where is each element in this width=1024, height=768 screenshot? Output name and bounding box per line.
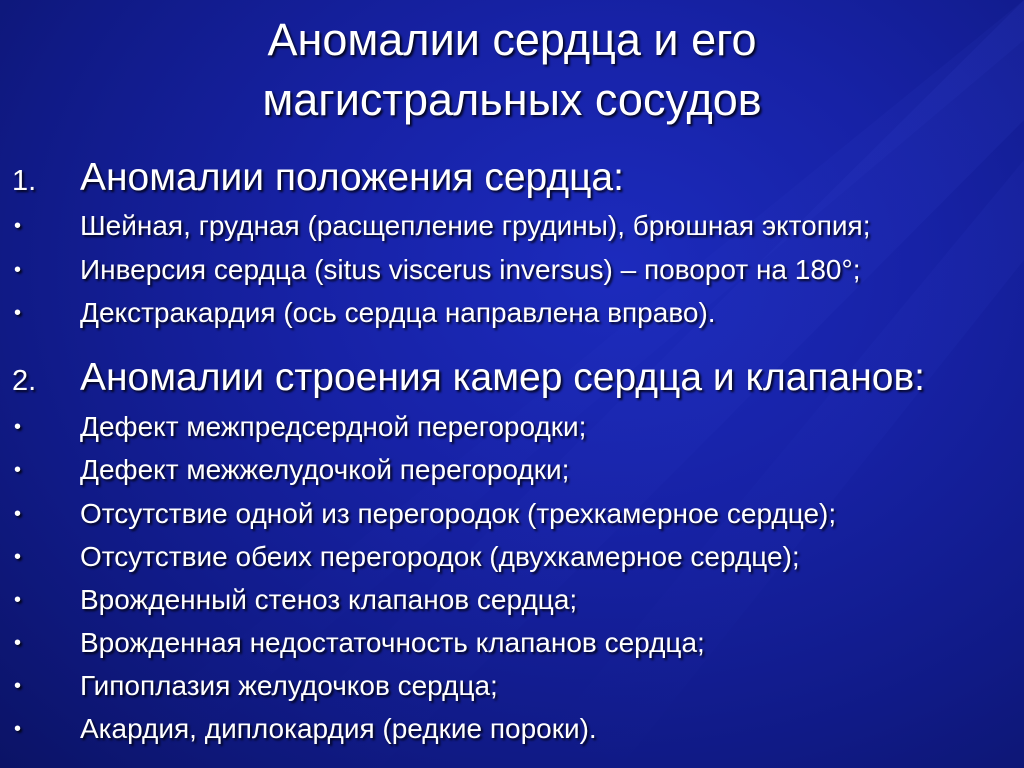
bullet-icon: • xyxy=(14,546,22,568)
list-item-text: Дефект межпредсердной перегородки; xyxy=(80,411,587,442)
list-item xyxy=(12,666,498,706)
section-2-heading-text: Аномалии строения камер сердца и клапанов: xyxy=(80,356,926,399)
title-line-1: Аномалии сердца и его xyxy=(267,14,757,65)
bullet-icon: • xyxy=(14,215,22,237)
list-item-text: Дефект межжелудочкой перегородки; xyxy=(80,454,570,485)
list-item xyxy=(12,494,836,534)
bullet-icon: • xyxy=(14,675,22,697)
section-1-heading-text: Аномалии положения сердца: xyxy=(80,156,624,199)
section-2-number: 2. xyxy=(12,365,37,397)
section-1-heading xyxy=(12,154,624,210)
bullet-icon: • xyxy=(14,459,22,481)
bullet-icon: • xyxy=(14,632,22,654)
list-item xyxy=(12,407,586,447)
section-1-number: 1. xyxy=(12,165,37,197)
section-2-heading xyxy=(12,354,925,410)
list-item-text: Шейная, грудная (расщепление грудины), брюшная эктопия; xyxy=(80,210,871,241)
list-item xyxy=(12,709,597,749)
bullet-icon: • xyxy=(14,503,22,525)
bullet-icon: • xyxy=(14,718,22,740)
title-line-2: магистральных сосудов xyxy=(262,74,762,125)
list-item xyxy=(12,250,860,290)
list-item-text: Врожденная недостаточность клапанов сердца; xyxy=(80,627,705,658)
bullet-icon: • xyxy=(14,259,22,281)
bullet-icon: • xyxy=(14,416,22,438)
bullet-icon: • xyxy=(14,589,22,611)
list-item xyxy=(12,206,871,246)
list-item-text: Декстракардия (ось сердца направлена вправо). xyxy=(80,297,716,328)
list-item-text: Акардия, диплокардия (редкие пороки). xyxy=(80,713,597,744)
list-item-text: Гипоплазия желудочков сердца; xyxy=(80,670,498,701)
list-item xyxy=(12,450,569,490)
list-item xyxy=(12,623,705,663)
list-item-text: Отсутствие одной из перегородок (трехкамерное сердце); xyxy=(80,498,837,529)
list-item xyxy=(12,293,716,333)
list-item xyxy=(12,537,800,577)
list-item-text: Отсутствие обеих перегородок (двухкамерное сердце); xyxy=(80,541,800,572)
bullet-icon: • xyxy=(14,302,22,324)
list-item-text: Инверсия сердца (situs viscerus inversus) – поворот на 180°; xyxy=(80,254,861,285)
list-item xyxy=(12,580,577,620)
list-item-text: Врожденный стеноз клапанов сердца; xyxy=(80,584,578,615)
slide-title xyxy=(0,10,1024,130)
